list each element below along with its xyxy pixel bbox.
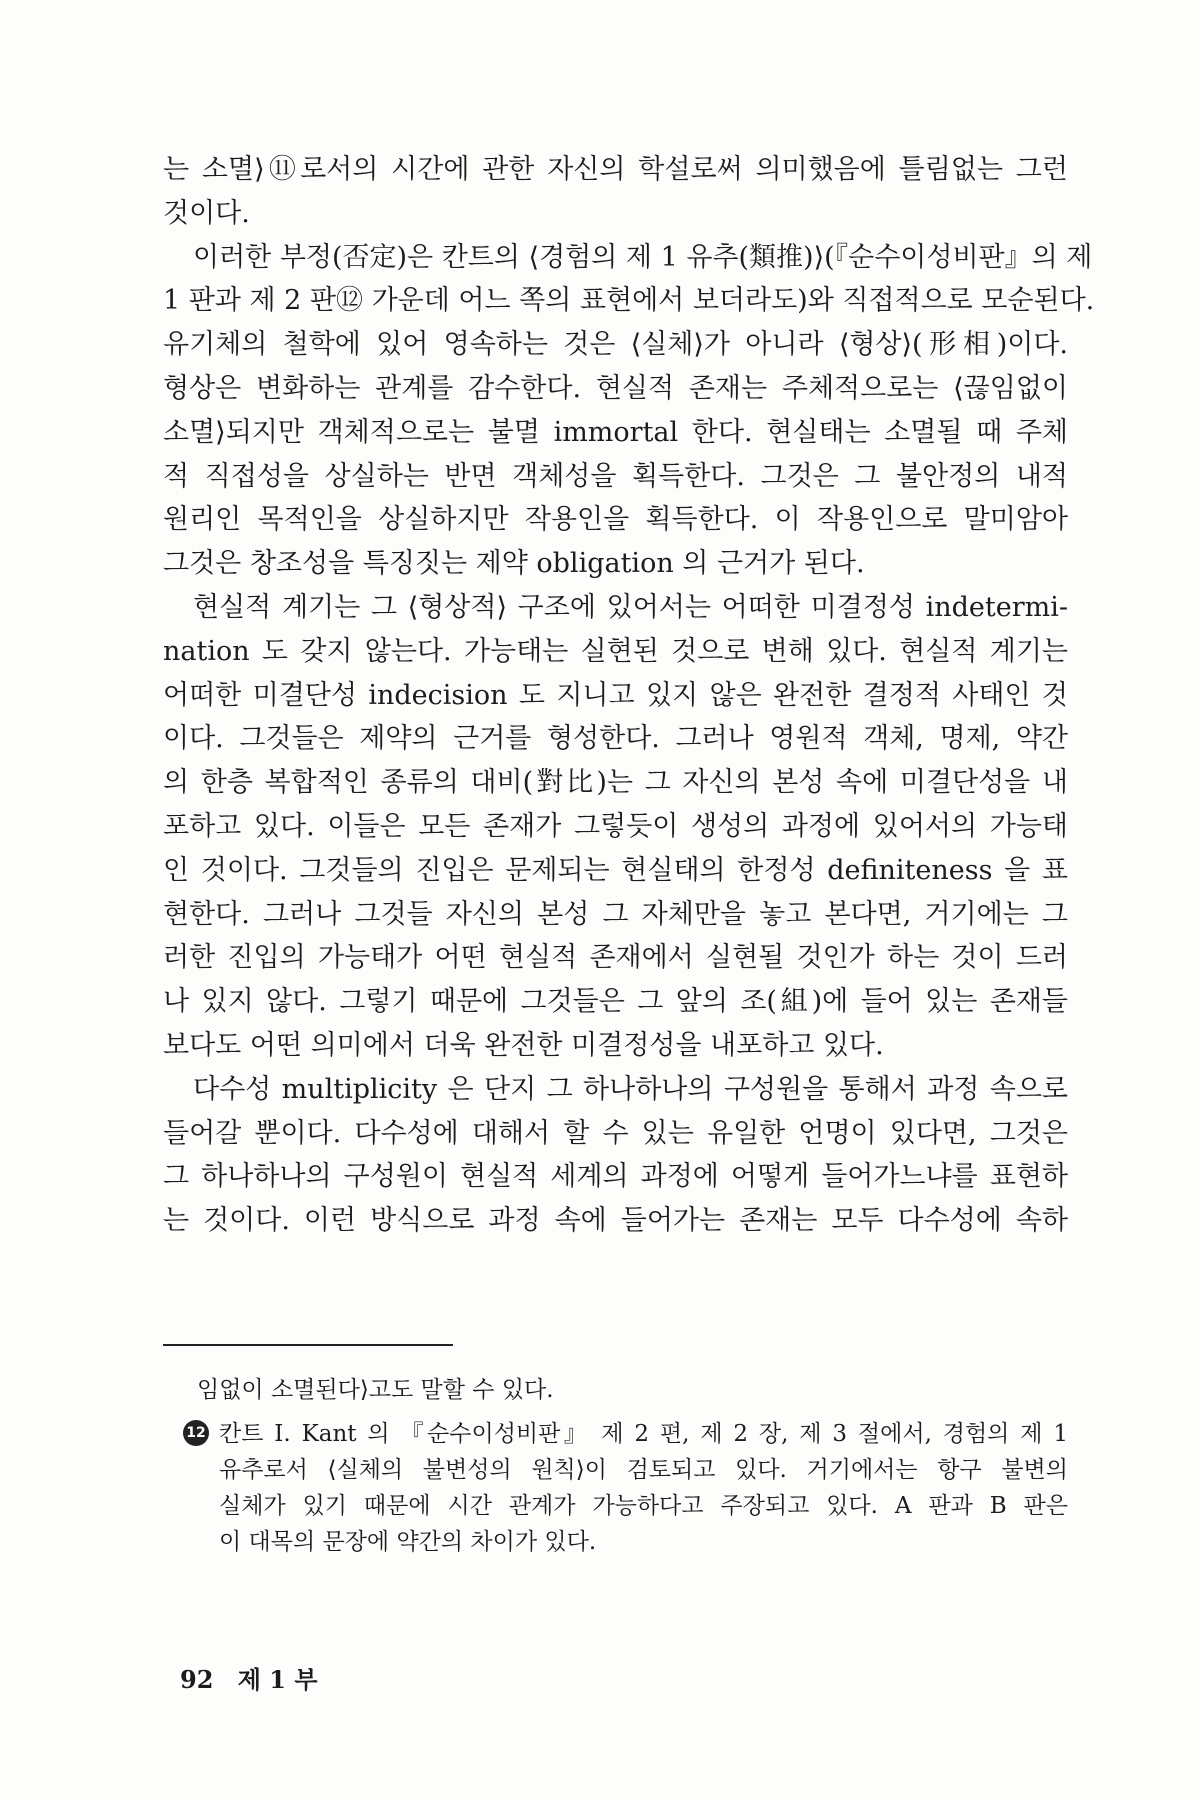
text-line: 그것은 창조성을 특징짓는 제약 obligation 의 근거가 된다. [163,548,865,580]
footnote-continuation: 임없이 소멸된다⟩고도 말할 수 있다. [197,1377,554,1403]
footnote-line: 실체가 있기 때문에 시간 관계가 가능하다고 주장되고 있다. A 판과 B 판은 [219,1493,1068,1519]
text-line: 의 한층 복합적인 종류의 대비(對比)는 그 자신의 본성 속에 미결단성을 내 [163,767,1068,799]
footnote-line: 유추로서 ⟨실체의 불변성의 원칙⟩이 검토되고 있다. 거기에서는 항구 불변의 [219,1457,1068,1483]
text-line: 는 소멸⟩⑪로서의 시간에 관한 자신의 학설로써 의미했음에 틀림없는 그런 [163,154,1068,185]
text-line: 현한다. 그러나 그것들 자신의 본성 그 자체만을 놓고 본다면, 거기에는 그 [163,898,1068,930]
footnote-line: 칸트 I. Kant 의 『순수이성비판』 제 2 편, 제 2 장, 제 3 절에서, 경험의 제 1 [219,1421,1068,1447]
text-line: 적 직접성을 상실하는 반면 객체성을 획득한다. 그것은 그 불안정의 내적 [163,460,1068,492]
page-number: 92 [180,1665,214,1694]
footnotes [163,1372,1068,1560]
text-line: 들어갈 뿐이다. 다수성에 대해서 할 수 있는 유일한 언명이 있다면, 그것은 [163,1117,1068,1149]
text-line: 어떠한 미결단성 indecision 도 지니고 있지 않은 완전한 결정적 사태인 것 [163,679,1068,711]
text-line: 포하고 있다. 이들은 모든 존재가 그렇듯이 생성의 과정에 있어서의 가능태 [163,810,1068,842]
footnote-marker-icon: 12 [183,1420,209,1446]
text-line: nation 도 갖지 않는다. 가능태는 실현된 것으로 변해 있다. 현실적 계기는 [163,635,1068,667]
text-line: 원리인 목적인을 상실하지만 작용인을 획득한다. 이 작용인으로 말미암아 [163,504,1068,536]
running-section-title: 제 1 부 [237,1665,318,1694]
footnote-12 [163,1416,1068,1560]
page-footer [180,1660,318,1695]
text-line: 것이다. [163,197,250,229]
text-line: 는 것이다. 이런 방식으로 과정 속에 들어가는 존재는 모두 다수성에 속하 [163,1205,1068,1237]
text-line: 1 판과 제 2 판⑫ 가운데 어느 쪽의 표현에서 보더라도)와 직접적으로 모순된다. [163,285,1095,317]
text-line: 다수성 multiplicity 은 단지 그 하나하나의 구성원을 통해서 과정 속으로 [193,1073,1068,1105]
text-line: 이러한 부정(否定)은 칸트의 ⟨경험의 제 1 유추(類推)⟩(『순수이성비판』의 제 [193,241,1093,273]
text-line: 유기체의 철학에 있어 영속하는 것은 ⟨실체⟩가 아니라 ⟨형상⟩(形相)이다. [163,329,1068,361]
footnote-separator [163,1344,453,1346]
text-line: 보다도 어떤 의미에서 더욱 완전한 미결정성을 내포하고 있다. [163,1029,884,1061]
text-line: 나 있지 않다. 그렇기 때문에 그것들은 그 앞의 조(組)에 들어 있는 존재들 [163,986,1068,1018]
text-line: 이다. 그것들은 제약의 근거를 형성한다. 그러나 영원적 객체, 명제, 약간 [163,723,1068,755]
text-line: 형상은 변화하는 관계를 감수한다. 현실적 존재는 주체적으로는 ⟨끊임없이 [163,372,1068,404]
text-line: 현실적 계기는 그 ⟨형상적⟩ 구조에 있어서는 어떠한 미결정성 indetermi- [193,591,1068,623]
text-line: 소멸⟩되지만 객체적으로는 불멸 immortal 한다. 현실태는 소멸될 때 주체 [163,416,1068,448]
text-line: 인 것이다. 그것들의 진입은 문제되는 현실태의 한정성 definiteness 을 표 [163,854,1068,886]
text-line: 그 하나하나의 구성원이 현실적 세계의 과정에 어떻게 들어가느냐를 표현하 [163,1161,1068,1193]
footnote-line: 이 대목의 문장에 약간의 차이가 있다. [219,1529,597,1555]
body-text [163,148,1095,1243]
text-line: 러한 진입의 가능태가 어떤 현실적 존재에서 실현될 것인가 하는 것이 드러 [163,942,1068,974]
